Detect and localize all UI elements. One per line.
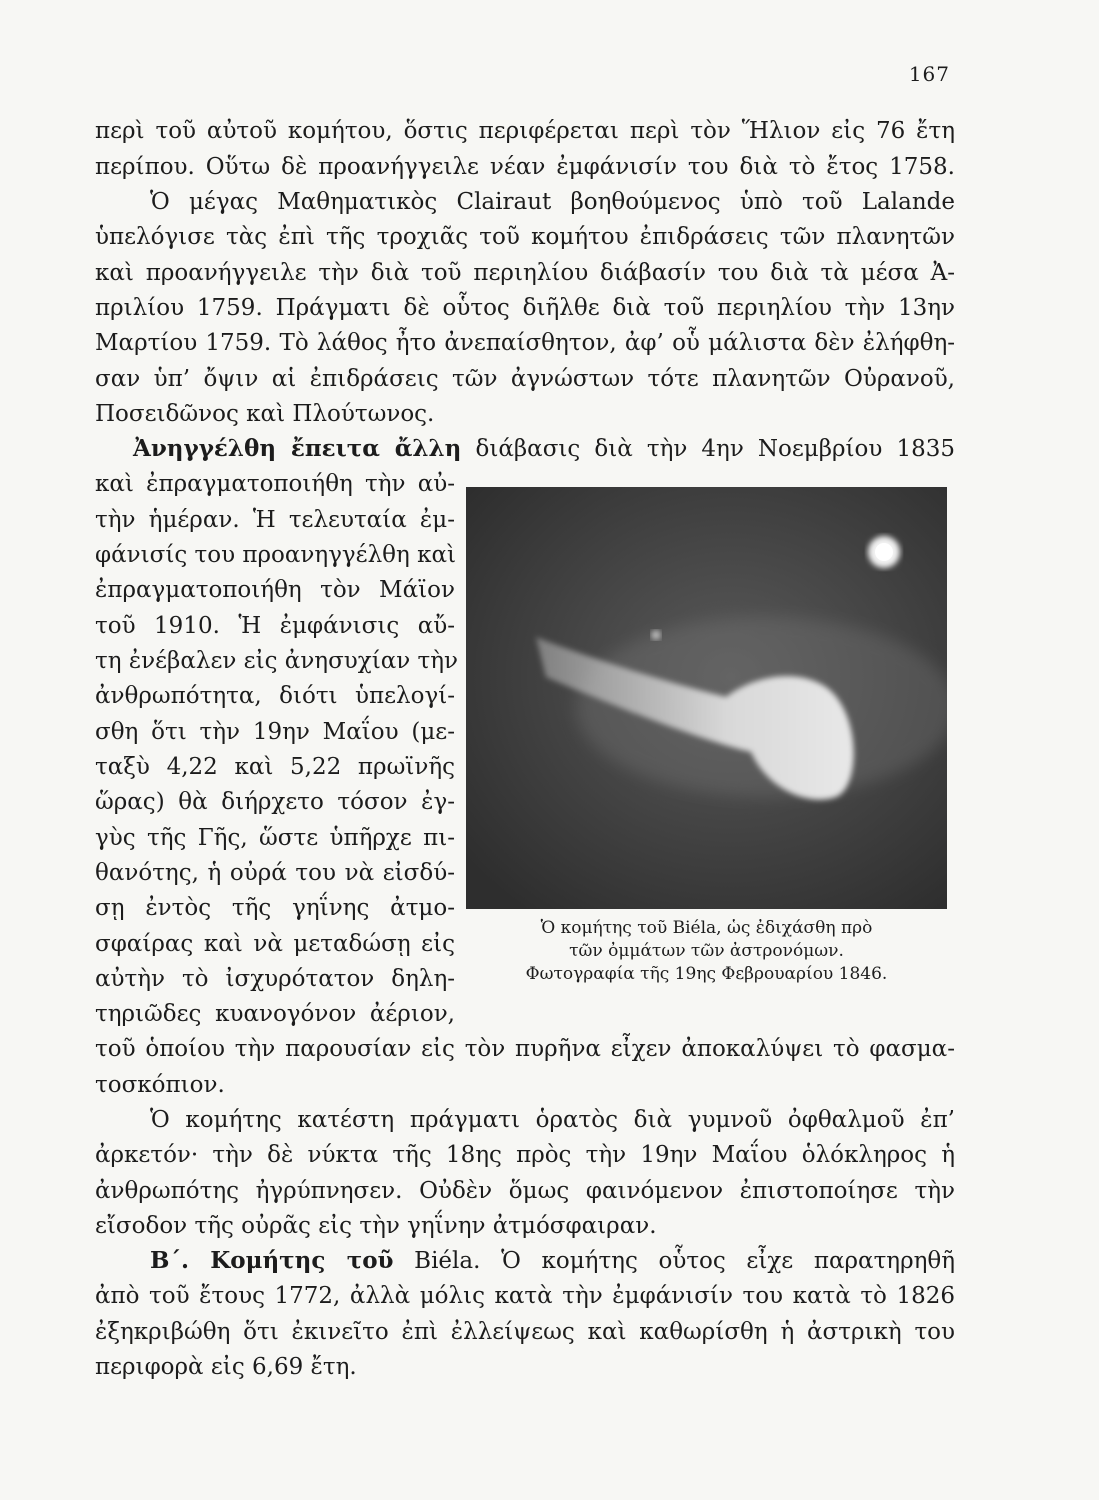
section-heading-line <box>150 1246 955 1276</box>
text-line: θανότης, ἡ οὐρά του νὰ εἰσδύ- <box>95 860 455 886</box>
text-line <box>133 434 955 464</box>
text-line: Ὁ μέγας Μαθηματικὸς Clairaut βοηθούμενος ὑπὸ τοῦ Lalande <box>150 189 955 215</box>
comet-photograph <box>466 487 947 909</box>
text-line: αὐτὴν τὸ ἰσχυρότατον δηλη- <box>95 966 455 992</box>
text-line: τη ἐνέβαλεν εἰς ἀνησυχίαν τὴν <box>95 648 459 674</box>
text-line: περιφορὰ εἰς 6,69 ἔτη. <box>95 1354 357 1380</box>
text-line: πριλίου 1759. Πράγματι δὲ οὗτος διῆλθε διὰ τοῦ περιηλίου τὴν 13ην <box>95 295 955 321</box>
text-line: ἐπραγματοποιήθη τὸν Μάϊον <box>95 577 455 603</box>
text-line: Ποσειδῶνος καὶ Πλούτωνος. <box>95 401 435 427</box>
text-line: καὶ ἐπραγματοποιήθη τὴν αὐ- <box>95 471 455 497</box>
text-line: ἀνθρωπότητα, διότι ὑπελογί- <box>95 683 455 709</box>
photo-caption-line: Ὁ κομήτης τοῦ Biéla, ὡς ἐδιχάσθη πρὸ <box>540 918 873 938</box>
text-line: τοῦ ὁποίου τὴν παρουσίαν εἰς τὸν πυρῆνα εἶχεν ἀποκαλύψει τὸ φασμα- <box>95 1036 955 1062</box>
comet-image <box>466 487 947 909</box>
text-line: φάνισίς του προανηγγέλθη καὶ <box>95 542 457 568</box>
text-run: διάβασις διὰ τὴν 4ην Νοεμβρίου 1835 <box>461 436 955 462</box>
text-line: ὑπελόγισε τὰς ἐπὶ τῆς τροχιᾶς τοῦ κομήτου ἐπιδράσεις τῶν πλανητῶν <box>95 224 955 250</box>
text-line: τηριῶδες κυανογόνον ἀέριον, <box>95 1001 455 1027</box>
text-line: γὺς τῆς Γῆς, ὥστε ὑπῆρχε πι- <box>95 825 455 851</box>
text-line: ἀρκετόν· τὴν δὲ νύκτα τῆς 18ης πρὸς τὴν 19ην Μαΐου ὁλόκληρος ἡ <box>95 1142 955 1168</box>
text-line: τοσκόπιον. <box>95 1072 225 1098</box>
page-number: 167 <box>908 62 950 86</box>
section-heading: Β΄. Κομήτης τοῦ <box>150 1247 394 1274</box>
photo-caption-line: Φωτογραφία τῆς 19ης Φεβρουαρίου 1846. <box>525 964 888 984</box>
photo-caption-line: τῶν ὀμμάτων τῶν ἀστρονόμων. <box>569 941 844 961</box>
text-run: Biéla. Ὁ κομήτης οὗτος εἶχε παρατηρηθῆ <box>393 1248 955 1274</box>
text-line: Ὁ κομήτης κατέστη πράγματι ὁρατὸς διὰ γυμνοῦ ὀφθαλμοῦ ἐπ’ <box>150 1107 955 1133</box>
text-line: σφαίρας καὶ νὰ μεταδώσῃ εἰς <box>95 931 455 957</box>
text-line: ὥρας) θὰ διήρχετο τόσον ἐγ- <box>95 789 455 815</box>
text-line: περίπου. Οὕτω δὲ προανήγγειλε νέαν ἐμφάνισίν του διὰ τὸ ἔτος 1758. <box>95 154 955 180</box>
bold-lead: Ἀνηγγέλθη ἔπειτα ἄλλη <box>133 435 462 462</box>
text-line: τοῦ 1910. Ἡ ἐμφάνισις αὔ- <box>95 613 455 639</box>
text-line: Μαρτίου 1759. Τὸ λάθος ἦτο ἀνεπαίσθητον, ἀφ’ οὗ μάλιστα δὲν ἐλήφθη- <box>95 330 955 356</box>
text-line: περὶ τοῦ αὐτοῦ κομήτου, ὅστις περιφέρεται περὶ τὸν Ἥλιον εἰς 76 ἔτη <box>95 118 955 144</box>
text-line: σαν ὑπ’ ὄψιν αἱ ἐπιδράσεις τῶν ἀγνώστων τότε πλανητῶν Οὐρανοῦ, <box>95 366 955 392</box>
text-line: τὴν ἡμέραν. Ἡ τελευταία ἐμ- <box>95 507 455 533</box>
text-line: εἴσοδον τῆς οὐρᾶς εἰς τὴν γηΐνην ἀτμόσφαιραν. <box>95 1213 657 1239</box>
text-line: σθη ὅτι τὴν 19ην Μαΐου (με- <box>95 719 455 745</box>
text-line: σῃ ἐντὸς τῆς γηΐνης ἀτμο- <box>95 895 455 921</box>
text-line: ἐξηκριβώθη ὅτι ἐκινεῖτο ἐπὶ ἐλλείψεως καὶ καθωρίσθη ἡ ἀστρικὴ του <box>95 1319 955 1345</box>
text-line: καὶ προανήγγειλε τὴν διὰ τοῦ περιηλίου διάβασίν του διὰ τὰ μέσα Ἀ- <box>95 260 955 286</box>
text-line: ἀνθρωπότης ἠγρύπνησεν. Οὐδὲν ὅμως φαινόμενον ἐπιστοποίησε τὴν <box>95 1178 955 1204</box>
text-line: ταξὺ 4,22 καὶ 5,22 πρωϊνῆς <box>95 754 455 780</box>
text-line: ἀπὸ τοῦ ἔτους 1772, ἀλλὰ μόλις κατὰ τὴν ἐμφάνισίν του κατὰ τὸ 1826 <box>95 1283 955 1309</box>
